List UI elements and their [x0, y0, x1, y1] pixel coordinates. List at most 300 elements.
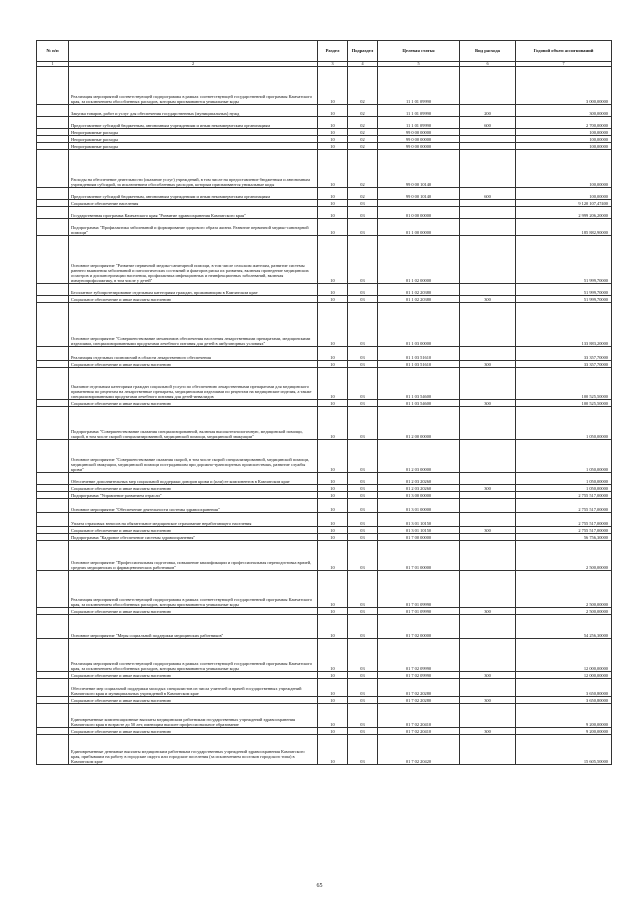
row-number [37, 440, 69, 473]
row-number [37, 499, 69, 513]
row-section: 10 [318, 105, 348, 117]
row-number [37, 347, 69, 361]
row-expense-type: 300 [460, 400, 516, 407]
row-section: 10 [318, 527, 348, 534]
row-expense-type [460, 571, 516, 608]
row-number [37, 407, 69, 440]
row-code: 01 7 01 00000 [378, 541, 460, 571]
header-expense-type: Вид расхода [460, 41, 516, 62]
row-name: Социальное обеспечение и иные выплаты населению [69, 361, 318, 368]
row-section: 10 [318, 67, 348, 105]
row-code: 01 1 03 00000 [378, 303, 460, 347]
row-expense-type [460, 303, 516, 347]
row-name: Расходы на обеспечение деятельности (оказание услуг) учреждений, в том числе на предоставление бюджетным и автономным учреждениям субсидий, за исключением обособленных расходов, которым присваиваются уникальные коды [69, 150, 318, 188]
row-expense-type [460, 473, 516, 485]
row-expense-type: 300 [460, 485, 516, 492]
row-amount: 2 500,00000 [516, 608, 612, 615]
row-section: 10 [318, 513, 348, 527]
table-row [37, 704, 612, 728]
row-number [37, 615, 69, 639]
row-expense-type [460, 219, 516, 236]
row-amount: 300,00000 [516, 105, 612, 117]
row-number [37, 219, 69, 236]
row-subsection: 03 [348, 499, 378, 513]
row-subsection: 03 [348, 672, 378, 679]
table-header [37, 41, 612, 62]
row-code: 01 2 00 00000 [378, 407, 460, 440]
row-subsection: 03 [348, 473, 378, 485]
row-name: Уплата страховых взносов на обязательное медицинское страхование неработающего населения [69, 513, 318, 527]
row-number [37, 296, 69, 303]
table-row [37, 571, 612, 608]
row-number [37, 303, 69, 347]
row-expense-type: 300 [460, 672, 516, 679]
row-code: 01 7 01 09990 [378, 608, 460, 615]
table-row [37, 679, 612, 697]
table-row [37, 608, 612, 615]
row-expense-type [460, 284, 516, 296]
row-code: 01 7 02 20280 [378, 697, 460, 704]
row-name: Подпрограмма "Профилактика заболеваний и формирование здорового образа жизни. Развитие первичной медико-санитарной помощи" [69, 219, 318, 236]
row-name: Реализация отдельных полномочий в области лекарственного обеспечения [69, 347, 318, 361]
row-name: Предоставление субсидий бюджетным, автономным учреждениям и иным некоммерческим организациям [69, 117, 318, 129]
row-name: Непрограммные расходы [69, 143, 318, 150]
row-amount: 56 756,30000 [516, 534, 612, 541]
row-amount: 51 999,70000 [516, 296, 612, 303]
row-name: Социальное обеспечение и иные выплаты населению [69, 527, 318, 534]
row-name: Реализация мероприятий соответствующей подпрограммы в рамках соответствующей государственной программы Камчатского края, за исключением обособленных расходов, которым присваиваются уникальные коды [69, 67, 318, 105]
header-subsection: Подраздел [348, 41, 378, 62]
row-subsection: 03 [348, 400, 378, 407]
row-section: 10 [318, 407, 348, 440]
row-subsection: 03 [348, 303, 378, 347]
row-expense-type [460, 407, 516, 440]
row-number [37, 236, 69, 284]
row-code: 01 7 02 20410 [378, 704, 460, 728]
row-name: Единовременные компенсационные выплаты медицинским работникам государственных учреждений здравоохранения Камчатского края в возрасте до 50 лет, имеющим высшее профессиональное образование [69, 704, 318, 728]
table-row [37, 136, 612, 143]
table-row [37, 534, 612, 541]
row-expense-type [460, 200, 516, 207]
row-expense-type [460, 499, 516, 513]
row-section: 10 [318, 368, 348, 400]
row-section: 10 [318, 541, 348, 571]
header-num: № п/п [37, 41, 69, 62]
table-row [37, 117, 612, 129]
row-section: 10 [318, 728, 348, 735]
row-expense-type: 300 [460, 697, 516, 704]
row-expense-type: 300 [460, 608, 516, 615]
row-number [37, 473, 69, 485]
colnum: 7 [516, 62, 612, 67]
row-code: 01 1 02 00000 [378, 236, 460, 284]
row-section: 10 [318, 679, 348, 697]
row-number [37, 485, 69, 492]
row-name: Социальное обеспечение и иные выплаты населению [69, 296, 318, 303]
row-section: 10 [318, 284, 348, 296]
table-row [37, 499, 612, 513]
row-name: Подпрограмма "Кадровое обеспечение системы здравоохранения" [69, 534, 318, 541]
row-expense-type: 600 [460, 188, 516, 200]
row-code: 01 7 02 20410 [378, 728, 460, 735]
table-row [37, 485, 612, 492]
row-subsection: 02 [348, 136, 378, 143]
row-subsection: 03 [348, 527, 378, 534]
row-code: 01 1 00 00000 [378, 219, 460, 236]
row-amount: 100,00000 [516, 188, 612, 200]
row-subsection: 03 [348, 608, 378, 615]
row-name: Реализация мероприятий соответствующей подпрограммы в рамках соответствующей государственной программы Камчатского края, за исключением обособленных расходов, которым присваиваются уникальные коды [69, 571, 318, 608]
row-subsection: 03 [348, 679, 378, 697]
row-expense-type [460, 368, 516, 400]
page-number: 65 [316, 883, 323, 889]
row-section: 10 [318, 499, 348, 513]
row-section: 10 [318, 129, 348, 136]
row-expense-type: 300 [460, 361, 516, 368]
row-expense-type: 300 [460, 527, 516, 534]
row-code: 01 7 02 09990 [378, 672, 460, 679]
row-code: 01 1 02 20380 [378, 296, 460, 303]
table-row [37, 728, 612, 735]
row-expense-type [460, 492, 516, 499]
row-name: Основное мероприятие "Совершенствование оказания скорой, в том числе скорой специализированной, медицинской помощи, медицинской эвакуации, медицинской помощи пострадавшим при дорожно-транспортных происшествиях, развитие службы крови" [69, 440, 318, 473]
row-subsection: 02 [348, 105, 378, 117]
row-code: 11 1 01 09990 [378, 67, 460, 105]
row-amount: 1 050,00000 [516, 440, 612, 473]
table-row [37, 219, 612, 236]
header-section: Раздел [318, 41, 348, 62]
row-code: 01 0 00 00000 [378, 207, 460, 219]
row-amount: 3 000,00000 [516, 67, 612, 105]
row-section: 10 [318, 571, 348, 608]
row-name: Основное мероприятие "Обеспечение деятельности системы здравоохранения" [69, 499, 318, 513]
row-name: Социальное обеспечение и иные выплаты населению [69, 672, 318, 679]
row-section: 10 [318, 400, 348, 407]
row-expense-type [460, 67, 516, 105]
table-row [37, 513, 612, 527]
table-row [37, 129, 612, 136]
row-expense-type: 300 [460, 296, 516, 303]
row-number [37, 534, 69, 541]
row-amount: 9 200,00000 [516, 728, 612, 735]
row-number [37, 571, 69, 608]
row-amount: 1 050,00000 [516, 473, 612, 485]
row-number [37, 672, 69, 679]
row-expense-type [460, 679, 516, 697]
row-expense-type [460, 704, 516, 728]
row-code: 01 7 02 20280 [378, 679, 460, 697]
row-subsection: 03 [348, 534, 378, 541]
row-name: Основное мероприятие "Совершенствование механизмов обеспечения населения лекарственными препаратами, медицинскими изделиями, специализированными продуктами лечебного питания для детей в амбулаторных условиях" [69, 303, 318, 347]
row-name: Основное мероприятие "Меры социальной поддержки медицинских работников" [69, 615, 318, 639]
row-amount: 100 525,50000 [516, 368, 612, 400]
row-name: Обеспечение дополнительных мер социальной поддержки доноров крови и (или) ее компонентов в Камчатском крае [69, 473, 318, 485]
row-number [37, 513, 69, 527]
row-subsection: 03 [348, 571, 378, 608]
row-number [37, 728, 69, 735]
row-name: Непрограммные расходы [69, 136, 318, 143]
row-section: 10 [318, 303, 348, 347]
row-amount: 1 050,00000 [516, 485, 612, 492]
row-amount: 100,00000 [516, 129, 612, 136]
row-name: Социальное обеспечение населения [69, 200, 318, 207]
row-code: 99 0 00 10140 [378, 188, 460, 200]
row-name: Непрограммные расходы [69, 129, 318, 136]
row-name: Единовременные денежные выплаты медицинским работникам государственных учреждений здравоохранения Камчатского края, прибывшим на работу в городские округа или городские поселения (за исключением поселков городского типа) в Камчатском крае [69, 735, 318, 765]
row-amount: 2 755 517,00000 [516, 492, 612, 499]
row-expense-type: 300 [460, 728, 516, 735]
row-subsection: 03 [348, 440, 378, 473]
table-row [37, 188, 612, 200]
table-row [37, 67, 612, 105]
row-code: 01 7 00 00000 [378, 534, 460, 541]
row-amount: 185 882,90000 [516, 219, 612, 236]
table-row [37, 473, 612, 485]
row-subsection: 03 [348, 361, 378, 368]
table-row [37, 407, 612, 440]
row-amount: 3 650,80000 [516, 679, 612, 697]
row-amount: 2 755 517,00000 [516, 527, 612, 534]
row-code: 01 1 03 51610 [378, 347, 460, 361]
row-number [37, 284, 69, 296]
row-subsection: 03 [348, 728, 378, 735]
row-section: 10 [318, 735, 348, 765]
row-amount: 100,00000 [516, 143, 612, 150]
row-subsection: 03 [348, 284, 378, 296]
row-amount: 1 050,00000 [516, 407, 612, 440]
row-amount: 12 000,00000 [516, 639, 612, 672]
row-expense-type [460, 735, 516, 765]
row-expense-type [460, 541, 516, 571]
row-code: 11 1 01 09990 [378, 117, 460, 129]
row-name: Реализация мероприятий соответствующей подпрограммы в рамках соответствующей государственной программы Камчатского края, за исключением обособленных расходов, которым присваиваются уникальные коды [69, 639, 318, 672]
row-expense-type [460, 150, 516, 188]
row-name: Обеспечение мер социальной поддержки молодых специалистов из числа учителей и врачей государственных учреждений Камчатского края и муниципальных учреждений в Камчатском крае [69, 679, 318, 697]
row-subsection: 03 [348, 236, 378, 284]
row-name: Основное мероприятие "Развитие первичной медико-санитарной помощи, в том числе сельским жителям, развитие системы раннего выявления заболеваний и патологических состояний и факторов риска их развития, включая проведение медицинских осмотров и диспансеризации населения, профилактика инфекционных и неинфекционных заболеваний, включая иммунопрофилактику, в том числе у детей" [69, 236, 318, 284]
row-subsection: 03 [348, 541, 378, 571]
row-name: Социальное обеспечение и иные выплаты населению [69, 697, 318, 704]
row-amount: 2 700,00000 [516, 117, 612, 129]
row-section: 10 [318, 361, 348, 368]
row-section: 10 [318, 704, 348, 728]
row-expense-type [460, 143, 516, 150]
row-code: 01 3 00 00000 [378, 492, 460, 499]
row-expense-type [460, 347, 516, 361]
row-code: 01 7 02 09990 [378, 639, 460, 672]
row-section: 10 [318, 492, 348, 499]
row-name: Закупка товаров, работ и услуг для обеспечения государственных (муниципальных) нужд [69, 105, 318, 117]
row-amount: 51 999,70000 [516, 236, 612, 284]
row-amount: 2 755 517,00000 [516, 513, 612, 527]
header-name [69, 41, 318, 62]
row-number [37, 200, 69, 207]
row-section: 10 [318, 615, 348, 639]
row-number [37, 639, 69, 672]
table-row [37, 492, 612, 499]
table-row [37, 347, 612, 361]
row-code: 01 3 01 10150 [378, 513, 460, 527]
row-subsection: 02 [348, 129, 378, 136]
row-subsection: 03 [348, 207, 378, 219]
row-code: 99 0 00 00000 [378, 143, 460, 150]
table-row [37, 150, 612, 188]
row-code: 99 0 00 00000 [378, 136, 460, 143]
row-amount: 2 500,00000 [516, 541, 612, 571]
row-subsection: 03 [348, 735, 378, 765]
row-subsection: 02 [348, 150, 378, 188]
row-section: 10 [318, 347, 348, 361]
table-row [37, 440, 612, 473]
row-code: 01 2 03 20260 [378, 485, 460, 492]
table-row [37, 541, 612, 571]
row-section: 10 [318, 200, 348, 207]
row-section: 10 [318, 608, 348, 615]
row-expense-type [460, 615, 516, 639]
row-code: 11 1 01 09990 [378, 105, 460, 117]
row-amount: 51 999,70000 [516, 284, 612, 296]
row-subsection: 03 [348, 407, 378, 440]
budget-table [36, 40, 612, 765]
row-subsection: 03 [348, 219, 378, 236]
row-code: 99 0 00 00000 [378, 129, 460, 136]
row-code: 01 3 01 00000 [378, 499, 460, 513]
row-number [37, 150, 69, 188]
header-amount: Годовой объем ассигнований [516, 41, 612, 62]
row-section: 10 [318, 672, 348, 679]
row-name: Оказание отдельным категориям граждан социальной услуги по обеспечению лекарственными препаратами для медицинского применения по рецептам на лекарственные препараты, медицинскими изделиями по рецептам на медицинские изделия, а также специализированными продуктами лечебного питания для детей-инвалидов [69, 368, 318, 400]
table-row [37, 207, 612, 219]
row-subsection: 03 [348, 513, 378, 527]
row-code: 01 1 03 54600 [378, 368, 460, 400]
row-number [37, 67, 69, 105]
row-subsection: 03 [348, 368, 378, 400]
row-amount: 9 120 107,47400 [516, 200, 612, 207]
row-name: Социальное обеспечение и иные выплаты населению [69, 485, 318, 492]
row-subsection: 03 [348, 347, 378, 361]
row-number [37, 361, 69, 368]
table-row [37, 303, 612, 347]
row-number [37, 697, 69, 704]
row-expense-type [460, 136, 516, 143]
row-code: 01 1 03 54600 [378, 400, 460, 407]
row-section: 10 [318, 296, 348, 303]
row-amount: 100 525,50000 [516, 400, 612, 407]
row-subsection: 02 [348, 67, 378, 105]
row-name: Основное мероприятие "Профессиональная подготовка, повышение квалификации и профессиональная переподготовка врачей, средних медицинских и фармацевтических работников" [69, 541, 318, 571]
row-name: Социальное обеспечение и иные выплаты населению [69, 400, 318, 407]
row-code: 01 7 02 20420 [378, 735, 460, 765]
row-section: 10 [318, 534, 348, 541]
row-subsection: 03 [348, 697, 378, 704]
row-name: Подпрограмма "Управление развитием отрасли" [69, 492, 318, 499]
budget-page [36, 40, 611, 765]
table-row [37, 284, 612, 296]
row-amount: 33 357,70000 [516, 347, 612, 361]
row-amount: 133 883,20000 [516, 303, 612, 347]
table-row [37, 200, 612, 207]
row-amount: 9 200,00000 [516, 704, 612, 728]
row-name: Подпрограмма "Совершенствование оказания специализированной, включая высокотехнологичную, медицинской помощи, скорой, в том числе скорой специализированной, медицинской помощи, медицинской эвакуации" [69, 407, 318, 440]
row-section: 10 [318, 697, 348, 704]
row-amount: 54 256,30000 [516, 615, 612, 639]
row-code: 01 2 03 20260 [378, 473, 460, 485]
row-section: 10 [318, 473, 348, 485]
colnum: 1 [37, 62, 69, 67]
table-row [37, 735, 612, 765]
row-subsection: 03 [348, 615, 378, 639]
row-subsection: 02 [348, 117, 378, 129]
row-expense-type [460, 639, 516, 672]
row-amount: 2 500,00000 [516, 571, 612, 608]
row-subsection: 03 [348, 296, 378, 303]
row-number [37, 136, 69, 143]
table-row [37, 697, 612, 704]
row-expense-type [460, 207, 516, 219]
row-section: 10 [318, 136, 348, 143]
row-section: 10 [318, 207, 348, 219]
row-code [378, 200, 460, 207]
colnum: 3 [318, 62, 348, 67]
row-amount: 33 357,70000 [516, 361, 612, 368]
row-amount: 12 000,00000 [516, 672, 612, 679]
row-subsection: 03 [348, 639, 378, 672]
row-expense-type [460, 129, 516, 136]
row-code: 01 3 01 10150 [378, 527, 460, 534]
table-row [37, 615, 612, 639]
row-number [37, 117, 69, 129]
row-section: 10 [318, 188, 348, 200]
row-amount: 2 999 206,20000 [516, 207, 612, 219]
row-name: Социальное обеспечение и иные выплаты населению [69, 608, 318, 615]
table-row [37, 400, 612, 407]
row-number [37, 129, 69, 136]
row-amount: 100,00000 [516, 150, 612, 188]
row-section: 10 [318, 143, 348, 150]
row-amount: 100,00000 [516, 136, 612, 143]
table-row [37, 143, 612, 150]
row-number [37, 679, 69, 697]
row-subsection: 03 [348, 704, 378, 728]
table-row [37, 639, 612, 672]
row-subsection: 02 [348, 143, 378, 150]
row-code: 01 2 03 00000 [378, 440, 460, 473]
row-section: 10 [318, 440, 348, 473]
colnum: 2 [69, 62, 318, 67]
row-name: Государственная программа Камчатского края "Развитие здравоохранения Камчатского края" [69, 207, 318, 219]
row-subsection: 02 [348, 188, 378, 200]
row-number [37, 368, 69, 400]
row-amount: 3 650,80000 [516, 697, 612, 704]
row-code: 01 1 03 51610 [378, 361, 460, 368]
row-number [37, 105, 69, 117]
row-expense-type: 600 [460, 117, 516, 129]
row-section: 10 [318, 485, 348, 492]
row-amount: 2 755 517,00000 [516, 499, 612, 513]
table-row [37, 105, 612, 117]
row-number [37, 704, 69, 728]
row-name: Социальное обеспечение и иные выплаты населению [69, 728, 318, 735]
header-code: Целевая статья [378, 41, 460, 62]
table-row [37, 672, 612, 679]
row-expense-type: 200 [460, 105, 516, 117]
row-section: 10 [318, 236, 348, 284]
row-subsection: 03 [348, 485, 378, 492]
row-number [37, 207, 69, 219]
row-number [37, 735, 69, 765]
row-name: Предоставление субсидий бюджетным, автономным учреждениям и иным некоммерческим организациям [69, 188, 318, 200]
row-number [37, 188, 69, 200]
